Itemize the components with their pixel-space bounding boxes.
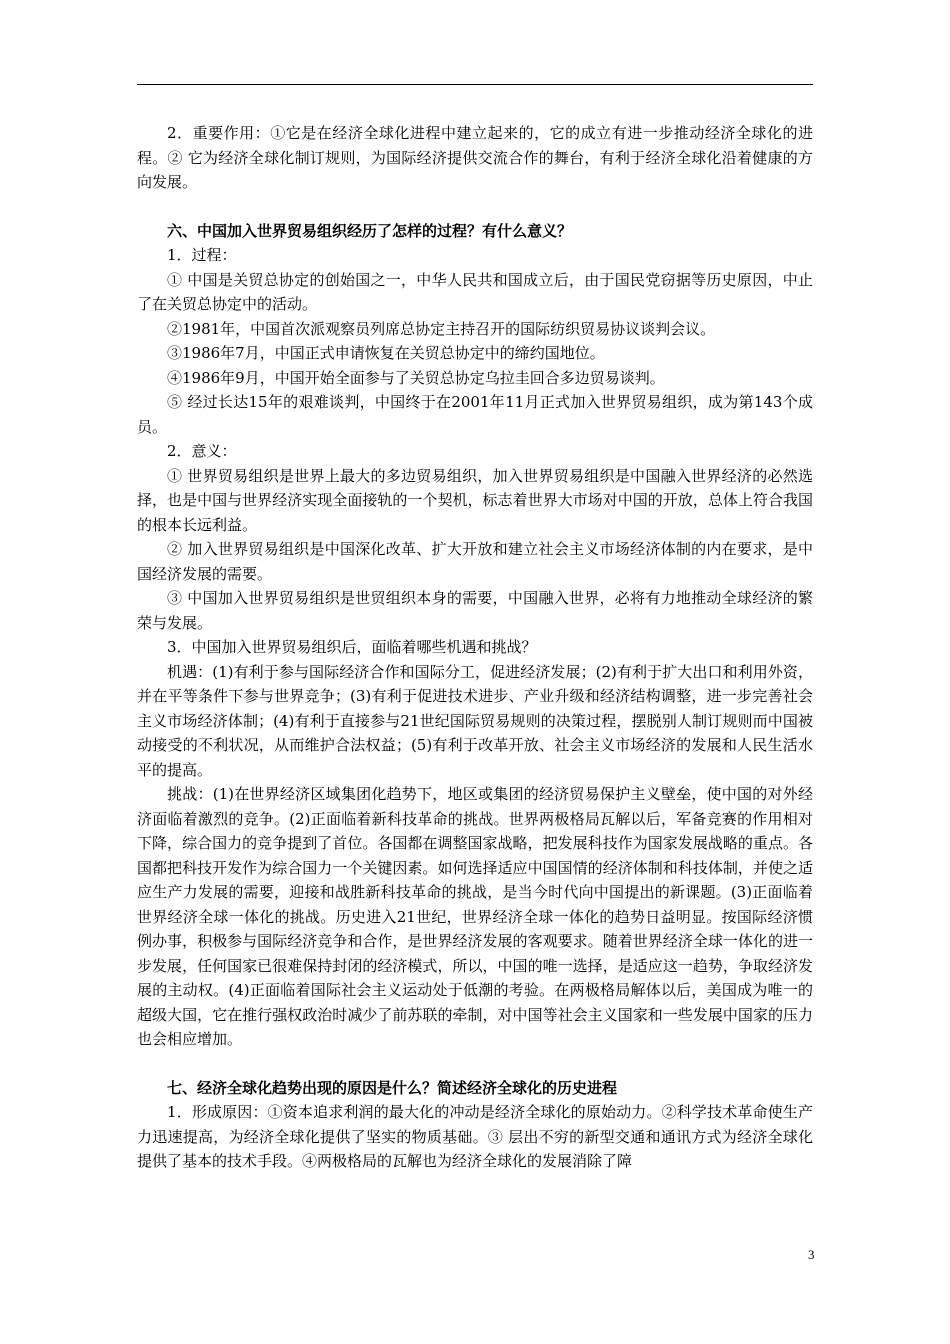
section-heading-6: 六、中国加入世界贸易组织经历了怎样的过程？有什么意义？ xyxy=(167,221,573,240)
causes-paragraph: 1．形成原因：①资本追求利润的最大化的冲动是经济全球化的原始动力。②科学技术革命使生产力迅速提高，为经济全球化提供了坚实的物质基础。③ 层出不穷的新型交通和通讯方式为经济全球化提供了基本的技术手段。④两极格局的瓦解也为经济全球化的发展消除了障 xyxy=(137,1103,813,1170)
spacer xyxy=(137,1052,813,1076)
header-rule xyxy=(137,84,813,85)
process-item: ④1986年9月，中国开始全面参与了关贸总协定乌拉圭回合多边贸易谈判。 xyxy=(167,368,665,387)
process-item: ③1986年7月，中国正式申请恢复在关贸总协定中的缔约国地位。 xyxy=(167,344,605,362)
process-item: ① 中国是关贸总协定的创始国之一，中华人民共和国成立后，由于国民党窃据等历史原因，中止了在关贸总协定中的活动。 xyxy=(137,270,813,313)
meaning-item: ③ 中国加入世界贸易组织是世贸组织本身的需要，中国融入世界，必将有力地推动全球经济的繁荣与发展。 xyxy=(137,589,813,632)
section-heading-7: 七、经济全球化趋势出现的原因是什么？简述经济全球化的历史进程 xyxy=(167,1078,618,1097)
opportunities-paragraph: 机遇：(1)有利于参与国际经济合作和国际分工，促进经济发展；(2)有利于扩大出口和利用外资，并在平等条件下参与世界竞争；(3)有利于促进技术进步、产业升级和经济结构调整，进一步完善社会主义市场经济体制；(4)有利于直接参与21世纪国际贸易规则的决策过程，摆脱别人制订规则而中国被动接受的不利状况，从而维护合法权益；(5)有利于改革开放、社会主义市场经济的发展和人民生活水平的提高。 xyxy=(137,662,813,779)
question-3-title: 3．中国加入世界贸易组织后，面临着哪些机遇和挑战？ xyxy=(167,638,537,656)
meaning-item: ② 加入世界贸易组织是中国深化改革、扩大开放和建立社会主义市场经济体制的内在要求，是中国经济发展的需要。 xyxy=(137,540,813,583)
process-item: ②1981年，中国首次派观察员列席总协定主持召开的国际纺织贸易协议谈判会议。 xyxy=(167,319,716,338)
page-number: 3 xyxy=(808,1247,815,1262)
paragraph-importance: 2．重要作用：①它是在经济全球化进程中建立起来的，它的成立有进一步推动经济全球化的进程。② 它为经济全球化制订规则，为国际经济提供交流合作的舞台，有利于经济全球化沿着健康的方向发展。 xyxy=(137,124,813,191)
meaning-item: ① 世界贸易组织是世界上最大的多边贸易组织，加入世界贸易组织是中国融入世界经济的必然选择，也是中国与世界经济实现全面接轨的一个契机，标志着世界大市场对中国的开放，总体上符合我国的根本长远利益。 xyxy=(137,466,813,534)
document-body xyxy=(137,121,813,1174)
process-item: ⑤ 经过长达15年的艰难谈判，中国终于在2001年11月正式加入世界贸易组织，成为第143个成员。 xyxy=(137,393,813,436)
process-title: 1．过程： xyxy=(167,246,237,264)
meaning-title: 2．意义： xyxy=(167,442,237,460)
challenges-paragraph: 挑战：(1)在世界经济区域集团化趋势下，地区或集团的经济贸易保护主义壁垒，使中国的对外经济面临着激烈的竞争。(2)正面临着新科技革命的挑战。世界两极格局瓦解以后，军备竞赛的作用相对下降，综合国力的竞争提到了首位。各国都在调整国家战略，把发展科技作为国家发展战略的重点。各国都把科技开发作为综合国力一个关键因素。如何选择适应中国国情的经济体制和科技体制，并使之适应生产力发展的需要，迎接和战胜新科技革命的挑战，是当今时代向中国提出的新课题。(3)正面临着世界经济全球一体化的挑战。历史进入21世纪，世界经济全球一体化的趋势日益明显。按国际经济惯例办事，积极参与国际经济竞争和合作，是世界经济发展的客观要求。随着世界经济全球一体化的进一步发展，任何国家已很难保持封闭的经济模式，所以，中国的唯一选择，是适应这一趋势，争取经济发展的主动权。(4)正面临着国际社会主义运动处于低潮的考验。在两极格局解体以后，美国成为唯一的超级大国，它在推行强权政治时减少了前苏联的牵制，对中国等社会主义国家和一些发展中国家的压力也会相应增加。 xyxy=(137,785,813,1048)
spacer xyxy=(137,195,813,219)
